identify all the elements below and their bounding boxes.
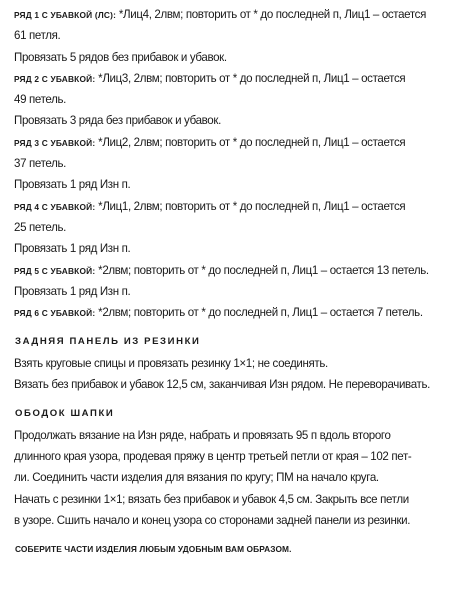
row-4-text: *Лиц1, 2лвм; повторить от * до последней п, Лиц1 – остается (95, 199, 406, 213)
brim-line-1: Продолжать вязание на Изн ряде, набрать и провязать 95 п вдоль второго (14, 428, 391, 442)
row-1-line-1 (14, 4, 442, 25)
row-1-label: РЯД 1 С УБАВКОЙ (ЛС): (14, 10, 117, 20)
row-3-line-1 (14, 132, 442, 153)
row-1-text: *Лиц4, 2лвм; повторить от * до последней п, Лиц1 – остается (116, 8, 427, 21)
document-page (14, 4, 444, 560)
row-2-label: РЯД 2 С УБАВКОЙ: (14, 73, 96, 84)
row-1-line-2: 61 петля. (14, 29, 61, 43)
row-5-text: *2лвм; повторить от * до последней п, Лиц1 – остается 13 петель. (95, 263, 429, 277)
back-panel-line-2: Вязать без прибавок и убавок 12,5 см, заканчивая Изн рядом. Не переворачивать. (14, 378, 430, 392)
row-5-line-1 (14, 260, 442, 281)
back-panel-line-1: Взять круговые спицы и провязать резинку 1×1; не соединять. (14, 356, 328, 370)
instruction-plain-3: Провязать 1 ряд Изн п. (14, 178, 131, 192)
footer-note: СОБЕРИТЕ ЧАСТИ ИЗДЕЛИЯ ЛЮБЫМ УДОБНЫМ ВАМ ОБРАЗОМ. (15, 544, 292, 555)
instruction-plain-2: Провязать 3 ряда без прибавок и убавок. (14, 114, 221, 128)
row-3-line-2: 37 петель. (14, 157, 66, 171)
row-4-label: РЯД 4 С УБАВКОЙ: (14, 201, 96, 212)
row-2-line-1 (14, 68, 442, 89)
brim-line-5: в узоре. Сшить начало и конец узора со сторонами задней панели из резинки. (14, 513, 411, 527)
row-3-text: *Лиц2, 2лвм; повторить от * до последней п, Лиц1 – остается (95, 135, 406, 149)
row-3-label: РЯД 3 С УБАВКОЙ: (14, 137, 96, 148)
brim-line-2: длинного края узора, продевая пряжу в центр третьей петли от края – 102 пет- (14, 449, 412, 463)
row-6-text: *2лвм; повторить от * до последней п, Лиц1 – остается 7 петель. (95, 306, 423, 320)
brim-line-4: Начать с резинки 1×1; вязать без прибавок и убавок 4,5 см. Закрыть все петли (14, 492, 409, 506)
row-4-line-2: 25 петель. (14, 220, 66, 234)
row-6-line-1 (14, 302, 442, 323)
row-5-label: РЯД 5 С УБАВКОЙ: (14, 265, 96, 276)
row-2-text: *Лиц3, 2лвм; повторить от * до последней п, Лиц1 – остается (95, 71, 406, 85)
row-6-label: РЯД 6 С УБАВКОЙ: (14, 308, 96, 319)
instruction-plain-5: Провязать 1 ряд Изн п. (14, 284, 131, 298)
brim-line-3: ли. Соединить части изделия для вязания по кругу; ПМ на начало круга. (14, 471, 379, 485)
instruction-plain-1: Провязать 5 рядов без прибавок и убавок. (14, 50, 227, 64)
instruction-plain-4: Провязать 1 ряд Изн п. (14, 242, 131, 256)
section-heading-brim: ОБОДОК ШАПКИ (15, 408, 115, 420)
section-heading-back-panel: ЗАДНЯЯ ПАНЕЛЬ ИЗ РЕЗИНКИ (15, 336, 201, 348)
row-2-line-2: 49 петель. (14, 93, 66, 107)
row-4-line-1 (14, 196, 442, 217)
